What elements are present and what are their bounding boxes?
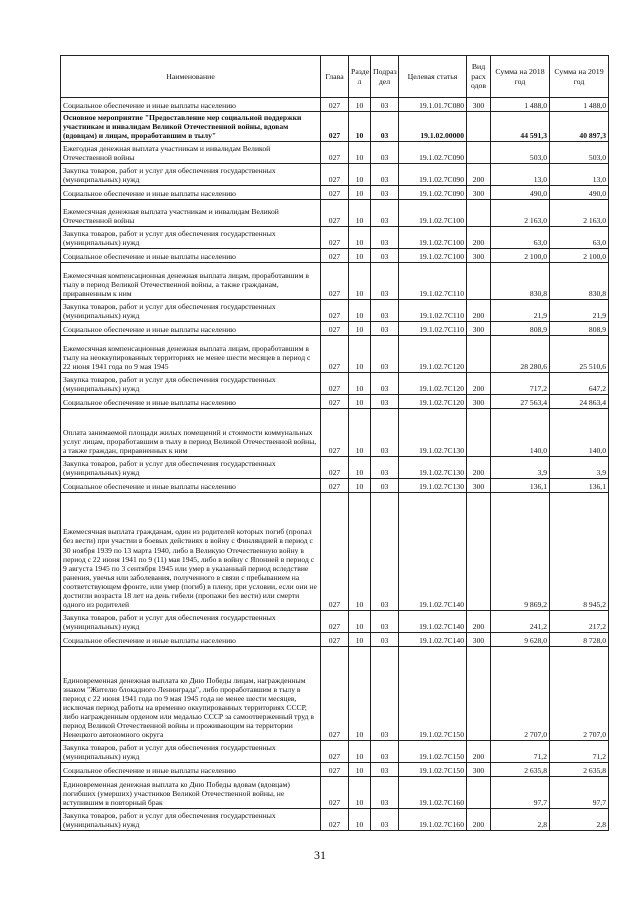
cell-glava: 027 [321,633,349,647]
cell-razdel: 10 [349,263,371,300]
cell-sum-2019: 8 728,0 [550,633,609,647]
cell-glava: 027 [321,263,349,300]
cell-podrazdel: 03 [371,633,399,647]
table-row [61,263,609,300]
cell-podrazdel: 03 [371,98,399,112]
table-row [61,300,609,322]
cell-sum-2019: 2 100,0 [550,249,609,263]
cell-glava: 027 [321,98,349,112]
cell-name: Закупка товаров, работ и услуг для обеспечения государственных (муниципальных) нужд [61,373,321,395]
cell-sum-2018: 9 628,0 [491,633,550,647]
cell-statya: 19.1.02.7С130 [399,457,467,479]
cell-sum-2018: 241,2 [491,611,550,633]
cell-sum-2019: 1 488,0 [550,98,609,112]
cell-sum-2018: 1 488,0 [491,98,550,112]
cell-sum-2019: 2 635,8 [550,763,609,777]
cell-vid [467,336,491,373]
cell-glava: 027 [321,322,349,336]
cell-name: Основное мероприятие "Предоставление мер социальной поддержки участникам и инвалидам Великой Отечественной войны, вдовам (вдовцам) и лицам, проработавшим в тылу" [61,112,321,142]
cell-vid [467,777,491,809]
cell-sum-2018: 71,2 [491,741,550,763]
cell-podrazdel: 03 [371,200,399,227]
table-body [61,98,609,831]
cell-statya: 19.1.02.7С140 [399,633,467,647]
cell-vid: 300 [467,322,491,336]
table-row [61,611,609,633]
cell-statya: 19.1.02.7С100 [399,200,467,227]
cell-sum-2018: 13,0 [491,164,550,186]
cell-razdel: 10 [349,300,371,322]
cell-podrazdel: 03 [371,227,399,249]
cell-name: Единовременная денежная выплата ко Дню Победы лицам, награжденным знаком "Жителю блокадного Ленинграда", либо проработавшим в тылу в период с 22 июня 1941 года по 9 мая 1945 года не менее шести месяцев, исключая период работы на временно оккупированных территориях СССР, либо награжденным орденом или медалью СССР за самоотверженный труд в период Великой Отечественной войны и проживающим на территории Ненецкого автономного округа [61,647,321,741]
cell-vid: 300 [467,633,491,647]
cell-sum-2019: 2 707,0 [550,647,609,741]
cell-glava: 027 [321,809,349,831]
cell-sum-2018: 140,0 [491,409,550,457]
cell-sum-2018: 490,0 [491,186,550,200]
cell-podrazdel: 03 [371,647,399,741]
table-row [61,322,609,336]
cell-vid [467,112,491,142]
cell-podrazdel: 03 [371,479,399,493]
cell-podrazdel: 03 [371,164,399,186]
cell-glava: 027 [321,249,349,263]
cell-name: Социальное обеспечение и иные выплаты населению [61,479,321,493]
cell-podrazdel: 03 [371,249,399,263]
cell-statya: 19.1.02.7С160 [399,777,467,809]
cell-vid [467,493,491,611]
cell-sum-2019: 3,9 [550,457,609,479]
cell-sum-2019: 503,0 [550,142,609,164]
cell-razdel: 10 [349,777,371,809]
header-sum-2019: Сумма на 2019 год [550,56,609,98]
cell-razdel: 10 [349,647,371,741]
cell-vid: 300 [467,249,491,263]
table-row [61,741,609,763]
cell-sum-2018: 136,1 [491,479,550,493]
cell-name: Ежегодная денежная выплата участникам и инвалидам Великой Отечественной войны [61,142,321,164]
cell-vid: 200 [467,809,491,831]
table-row [61,633,609,647]
cell-razdel: 10 [349,227,371,249]
cell-name: Социальное обеспечение и иные выплаты населению [61,395,321,409]
budget-table [60,55,609,831]
table-row [61,336,609,373]
table-row [61,142,609,164]
header-glava: Глава [321,56,349,98]
cell-sum-2018: 2,8 [491,809,550,831]
cell-sum-2019: 2 163,0 [550,200,609,227]
cell-vid [467,263,491,300]
cell-sum-2019: 490,0 [550,186,609,200]
cell-razdel: 10 [349,633,371,647]
cell-glava: 027 [321,479,349,493]
cell-razdel: 10 [349,164,371,186]
table-header-row [61,56,609,98]
table-row [61,395,609,409]
cell-name: Закупка товаров, работ и услуг для обеспечения государственных (муниципальных) нужд [61,809,321,831]
cell-name: Закупка товаров, работ и услуг для обеспечения государственных (муниципальных) нужд [61,741,321,763]
table-row [61,763,609,777]
cell-razdel: 10 [349,142,371,164]
cell-glava: 027 [321,457,349,479]
page-number: 31 [314,848,326,862]
cell-podrazdel: 03 [371,263,399,300]
cell-statya: 19.1.02.7С130 [399,479,467,493]
cell-podrazdel: 03 [371,409,399,457]
cell-sum-2019: 647,2 [550,373,609,395]
cell-razdel: 10 [349,186,371,200]
cell-podrazdel: 03 [371,777,399,809]
cell-vid: 200 [467,611,491,633]
cell-name: Ежемесячная компенсационная денежная выплата лицам, проработавшим в тылу в период Великой Отечественной войны, а также гражданам, приравненным к ним [61,263,321,300]
cell-podrazdel: 03 [371,322,399,336]
cell-sum-2019: 808,9 [550,322,609,336]
cell-sum-2019: 63,0 [550,227,609,249]
cell-razdel: 10 [349,479,371,493]
cell-glava: 027 [321,763,349,777]
cell-name: Закупка товаров, работ и услуг для обеспечения государственных (муниципальных) нужд [61,164,321,186]
header-statya: Целевая статья [399,56,467,98]
cell-vid: 200 [467,164,491,186]
table-row [61,186,609,200]
cell-name: Ежемесячная денежная выплата участникам и инвалидам Великой Отечественной войны [61,200,321,227]
cell-podrazdel: 03 [371,611,399,633]
cell-statya: 19.1.02.7С120 [399,395,467,409]
cell-vid [467,409,491,457]
cell-glava: 027 [321,112,349,142]
header-name: Наименование [61,56,321,98]
cell-podrazdel: 03 [371,112,399,142]
cell-statya: 19.1.02.7С110 [399,263,467,300]
cell-sum-2018: 2 635,8 [491,763,550,777]
cell-vid: 300 [467,395,491,409]
cell-vid: 300 [467,98,491,112]
cell-statya: 19.1.02.7С120 [399,373,467,395]
cell-name: Ежемесячная компенсационная денежная выплата лицам, проработавшим в тылу на неоккупированных территориях не менее шести месяцев в период с 22 июня 1941 года по 9 мая 1945 [61,336,321,373]
cell-sum-2019: 97,7 [550,777,609,809]
cell-statya: 19.1.02.7С120 [399,336,467,373]
cell-statya: 19.1.01.7С080 [399,98,467,112]
cell-statya: 19.1.02.7С150 [399,647,467,741]
cell-glava: 027 [321,200,349,227]
cell-glava: 027 [321,164,349,186]
cell-glava: 027 [321,741,349,763]
table-row [61,457,609,479]
cell-statya: 19.1.02.7С140 [399,493,467,611]
cell-podrazdel: 03 [371,741,399,763]
cell-statya: 19.1.02.7С110 [399,322,467,336]
cell-sum-2019: 40 897,3 [550,112,609,142]
cell-sum-2018: 9 869,2 [491,493,550,611]
table-row [61,98,609,112]
cell-podrazdel: 03 [371,300,399,322]
cell-razdel: 10 [349,373,371,395]
cell-name: Закупка товаров, работ и услуг для обеспечения государственных (муниципальных) нужд [61,227,321,249]
table-row [61,373,609,395]
cell-sum-2018: 63,0 [491,227,550,249]
cell-glava: 027 [321,409,349,457]
cell-statya: 19.1.02.7С100 [399,227,467,249]
cell-name: Социальное обеспечение и иные выплаты населению [61,322,321,336]
cell-podrazdel: 03 [371,336,399,373]
cell-sum-2019: 830,8 [550,263,609,300]
cell-glava: 027 [321,611,349,633]
cell-name: Единовременная денежная выплата ко Дню Победы вдовам (вдовцам) погибших (умерших) участников Великой Отечественной войны, не вступившим в повторный брак [61,777,321,809]
cell-sum-2019: 25 510,6 [550,336,609,373]
table-row [61,164,609,186]
cell-razdel: 10 [349,249,371,263]
cell-sum-2019: 13,0 [550,164,609,186]
cell-sum-2019: 8 945,2 [550,493,609,611]
cell-podrazdel: 03 [371,809,399,831]
cell-razdel: 10 [349,409,371,457]
cell-vid: 300 [467,479,491,493]
table-row [61,493,609,611]
cell-name: Социальное обеспечение и иные выплаты населению [61,633,321,647]
cell-statya: 19.1.02.7С150 [399,741,467,763]
table-row [61,249,609,263]
cell-glava: 027 [321,777,349,809]
table-row [61,227,609,249]
cell-glava: 027 [321,493,349,611]
cell-podrazdel: 03 [371,395,399,409]
cell-vid: 200 [467,300,491,322]
cell-glava: 027 [321,336,349,373]
cell-sum-2019: 217,2 [550,611,609,633]
cell-vid: 300 [467,186,491,200]
cell-sum-2018: 2 100,0 [491,249,550,263]
cell-razdel: 10 [349,395,371,409]
cell-glava: 027 [321,373,349,395]
cell-sum-2019: 2,8 [550,809,609,831]
cell-glava: 027 [321,395,349,409]
cell-glava: 027 [321,186,349,200]
cell-podrazdel: 03 [371,493,399,611]
cell-razdel: 10 [349,741,371,763]
cell-sum-2018: 28 280,6 [491,336,550,373]
cell-razdel: 10 [349,457,371,479]
cell-statya: 19.1.02.00000 [399,112,467,142]
cell-name: Социальное обеспечение и иные выплаты населению [61,249,321,263]
cell-statya: 19.1.02.7С090 [399,142,467,164]
cell-podrazdel: 03 [371,763,399,777]
cell-glava: 027 [321,300,349,322]
cell-glava: 027 [321,142,349,164]
cell-statya: 19.1.02.7С110 [399,300,467,322]
cell-vid [467,647,491,741]
cell-razdel: 10 [349,809,371,831]
cell-sum-2018: 3,9 [491,457,550,479]
cell-sum-2019: 136,1 [550,479,609,493]
cell-vid: 200 [467,457,491,479]
cell-name: Закупка товаров, работ и услуг для обеспечения государственных (муниципальных) нужд [61,300,321,322]
header-sum-2018: Сумма на 2018 год [491,56,550,98]
cell-vid: 300 [467,763,491,777]
cell-sum-2019: 140,0 [550,409,609,457]
cell-name: Закупка товаров, работ и услуг для обеспечения государственных (муниципальных) нужд [61,457,321,479]
cell-name: Социальное обеспечение и иные выплаты населению [61,186,321,200]
cell-podrazdel: 03 [371,457,399,479]
cell-sum-2018: 27 563,4 [491,395,550,409]
cell-vid [467,200,491,227]
cell-sum-2018: 2 707,0 [491,647,550,741]
cell-statya: 19.1.02.7С140 [399,611,467,633]
table-row [61,647,609,741]
cell-podrazdel: 03 [371,186,399,200]
cell-podrazdel: 03 [371,142,399,164]
cell-sum-2019: 21,9 [550,300,609,322]
cell-statya: 19.1.02.7С130 [399,409,467,457]
cell-sum-2018: 21,9 [491,300,550,322]
cell-razdel: 10 [349,112,371,142]
cell-statya: 19.1.02.7С100 [399,249,467,263]
cell-razdel: 10 [349,493,371,611]
header-razdel: Разде л [349,56,371,98]
cell-sum-2018: 97,7 [491,777,550,809]
table-row [61,777,609,809]
cell-sum-2018: 717,2 [491,373,550,395]
cell-sum-2019: 24 863,4 [550,395,609,409]
cell-statya: 19.1.02.7С090 [399,164,467,186]
table-row [61,112,609,142]
cell-statya: 19.1.02.7С150 [399,763,467,777]
cell-sum-2018: 503,0 [491,142,550,164]
cell-sum-2018: 808,9 [491,322,550,336]
cell-vid: 200 [467,373,491,395]
cell-name: Социальное обеспечение и иные выплаты населению [61,763,321,777]
cell-sum-2019: 71,2 [550,741,609,763]
cell-glava: 027 [321,227,349,249]
cell-statya: 19.1.02.7С090 [399,186,467,200]
table-row [61,409,609,457]
cell-razdel: 10 [349,322,371,336]
cell-name: Социальное обеспечение и иные выплаты населению [61,98,321,112]
cell-vid: 200 [467,741,491,763]
header-vid: Вид расх одов [467,56,491,98]
cell-razdel: 10 [349,611,371,633]
cell-sum-2018: 830,8 [491,263,550,300]
cell-statya: 19.1.02.7С160 [399,809,467,831]
cell-sum-2018: 2 163,0 [491,200,550,227]
cell-vid: 200 [467,227,491,249]
header-podrazdel: Подраз дел [371,56,399,98]
table-row [61,809,609,831]
table-row [61,479,609,493]
cell-vid [467,142,491,164]
cell-name: Ежемесячная выплата гражданам, один из родителей которых погиб (пропал без вести) при участии в боевых действиях в войну с Финляндией в период с 30 ноября 1939 по 13 марта 1940, либо в Великую Отечественную войну в период с 22 июня 1941 по 9 (11) мая 1945, либо в войну с Японией в период с 9 августа 1945 по 3 сентября 1945 или умер в указанный период вследствие ранения, увечья или заболевания, полученного в связи с пребыванием на соответствующем фронте, или умер (погиб) в плену, при условии, если они не достигли возраста 18 лет на день гибели (пропажи без вести) или смерти одного из родителей [61,493,321,611]
cell-name: Закупка товаров, работ и услуг для обеспечения государственных (муниципальных) нужд [61,611,321,633]
cell-name: Оплата занимаемой площади жилых помещений и стоимости коммунальных услуг лицам, проработавшим в тылу в период Великой Отечественной войны, а также граждан, приравненных к ним [61,409,321,457]
cell-podrazdel: 03 [371,373,399,395]
cell-razdel: 10 [349,98,371,112]
table-row [61,200,609,227]
cell-razdel: 10 [349,200,371,227]
cell-razdel: 10 [349,336,371,373]
cell-glava: 027 [321,647,349,741]
cell-razdel: 10 [349,763,371,777]
cell-sum-2018: 44 591,3 [491,112,550,142]
